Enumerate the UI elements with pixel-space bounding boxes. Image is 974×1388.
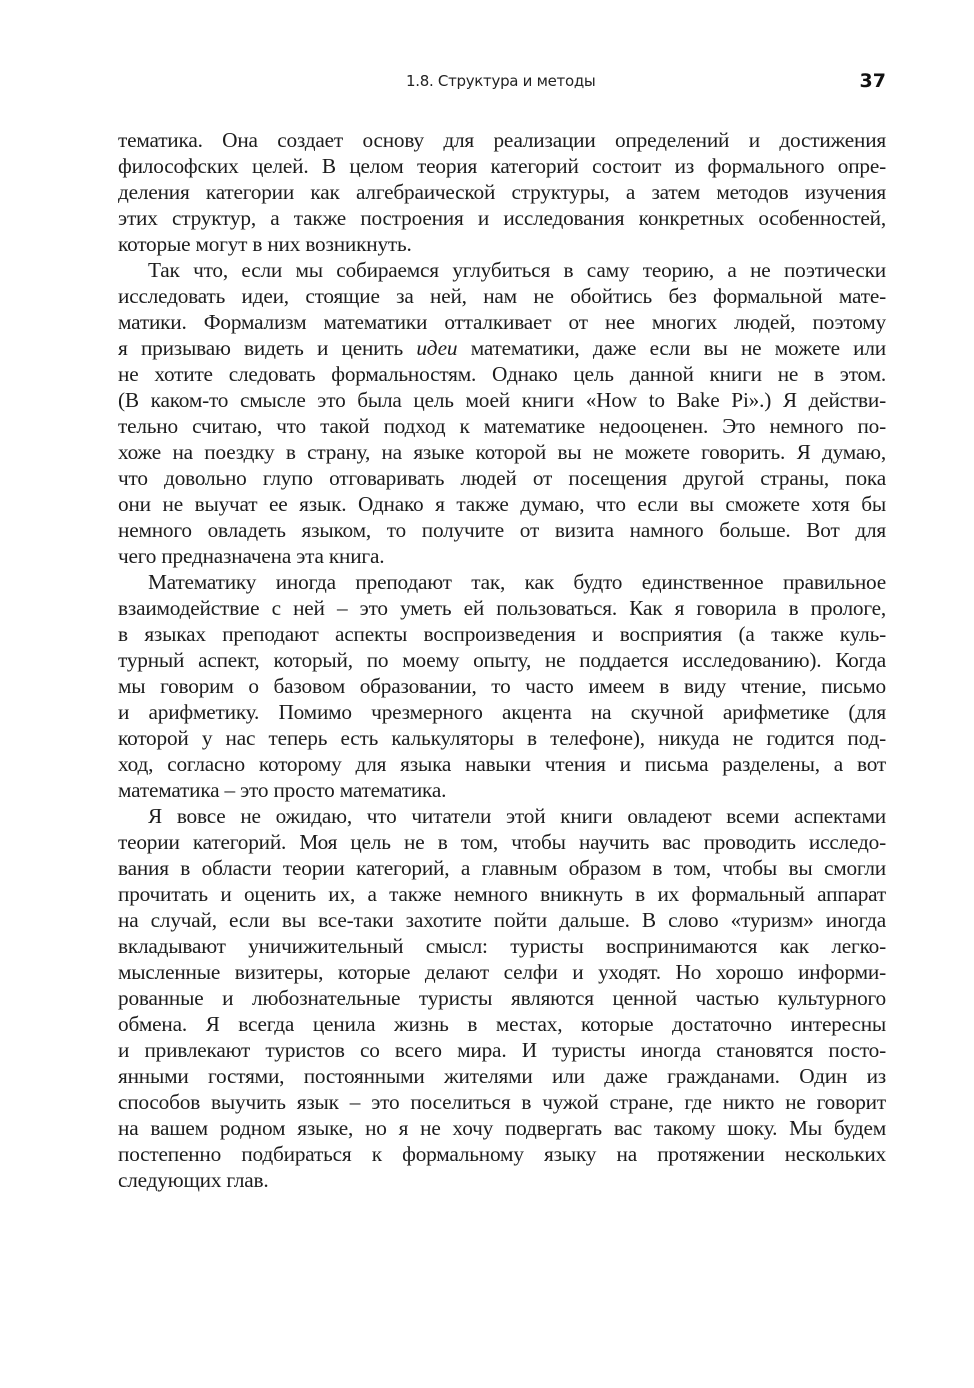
text-line: янными гостями, постоянными жителями или даже гражданами. Один из (118, 1064, 886, 1088)
italic-emphasis: идеи (416, 336, 458, 360)
text-line: вкладывают уничижительный смысл: туристы воспринимаются как легко- (118, 934, 886, 958)
text-line: что довольно глупо отговаривать людей от посещения другой страны, пока (118, 466, 886, 490)
text-segment: я призываю видеть и ценить (118, 336, 417, 360)
text-line: вания в области теории категорий, а главным образом в том, чтобы вы смогли (118, 856, 886, 880)
text-line: рованные и любознательные туристы являются ценной частью культурного (118, 986, 886, 1010)
text-line: не хотите следовать формальностям. Однако цель данной книги не в этом. (118, 362, 886, 386)
text-line: Я вовсе не ожидаю, что читатели этой книги овладеют всеми аспектами (148, 804, 886, 828)
text-line: математика – это просто математика. (118, 778, 447, 802)
text-line: взаимодействие с ней – это уметь ей пользоваться. Как я говорила в прологе, (118, 596, 886, 620)
text-line: этих структур, а также построения и исследования конкретных особенностей, (118, 206, 886, 230)
text-line (118, 335, 886, 361)
text-line: немного овладеть языком, то получите от визита намного больше. Вот для (118, 518, 886, 542)
text-line: ход, согласно которому для языка навыки чтения и письма разделены, а вот (118, 752, 886, 776)
text-line: и арифметику. Помимо чрезмерного акцента на скучной арифметике (для (118, 700, 886, 724)
paragraph-2 (118, 257, 886, 569)
text-line: в языках преподают аспекты воспроизведения и восприятия (а также куль- (118, 622, 886, 646)
text-line: обмена. Я всегда ценила жизнь в местах, которые достаточно интересны (118, 1012, 886, 1036)
text-line: они не выучат ее язык. Однако я также думаю, что если вы сможете хотя бы (118, 492, 886, 516)
text-line: тельно считаю, что такой подход к математике недооценен. Это немного по- (118, 414, 886, 438)
page-number: 37 (859, 70, 886, 92)
text-line: (В каком-то смысле это была цель моей книги «How to Bake Pi».) Я действи- (118, 388, 886, 412)
body-text (118, 127, 886, 1193)
paragraph-1 (118, 127, 886, 257)
text-line: чего предназначена эта книга. (118, 544, 385, 568)
text-line: прочитать и оценить их, а также немного вникнуть в их формальный аппарат (118, 882, 886, 906)
text-line: на случай, если вы все-таки захотите пойти дальше. В слово «туризм» иногда (118, 908, 886, 932)
text-line: матики. Формализм математики отталкивает от нее многих людей, поэтому (118, 310, 886, 334)
text-line: на вашем родном языке, но я не хочу подвергать вас такому шоку. Мы будем (118, 1116, 886, 1140)
text-line: и привлекают туристов со всего мира. И туристы иногда становятся посто- (118, 1038, 886, 1062)
text-line: Так что, если мы собираемся углубиться в саму теорию, а не поэтически (148, 258, 886, 282)
paragraph-3 (118, 569, 886, 803)
page-header (118, 70, 886, 98)
text-line: турный аспект, который, по моему опыту, не поддается исследованию). Когда (118, 648, 886, 672)
text-line: тематика. Она создает основу для реализации определений и достижения (118, 128, 886, 152)
text-line: способов выучить язык – это поселиться в чужой стране, где никто не говорит (118, 1090, 886, 1114)
text-line: следующих глав. (118, 1168, 269, 1192)
text-line: теории категорий. Моя цель не в том, чтобы научить вас проводить исследо- (118, 830, 886, 854)
text-line: исследовать идеи, стоящие за ней, нам не обойтись без формальной мате- (118, 284, 886, 308)
text-line: Математику иногда преподают так, как будто единственное правильное (148, 570, 886, 594)
running-title: 1.8. Структура и методы (406, 72, 596, 90)
text-line: которые могут в них возникнуть. (118, 232, 412, 256)
text-segment: математики, даже если вы не можете или (457, 336, 887, 360)
text-line: постепенно подбираться к формальному языку на протяжении нескольких (118, 1142, 886, 1166)
text-line: мы говорим о базовом образовании, то часто имеем в виду чтение, письмо (118, 674, 886, 698)
text-line: философских целей. В целом теория категорий состоит из формального опре- (118, 154, 886, 178)
text-line: хоже на поездку в страну, на языке которой вы не можете говорить. Я думаю, (118, 440, 886, 464)
text-line: мысленные визитеры, которые делают селфи и уходят. Но хорошо информи- (118, 960, 886, 984)
text-line: которой у нас теперь есть калькуляторы в телефоне), никуда не годится под- (118, 726, 886, 750)
text-line: деления категории как алгебраической структуры, а затем методов изучения (118, 180, 886, 204)
paragraph-4 (118, 803, 886, 1193)
